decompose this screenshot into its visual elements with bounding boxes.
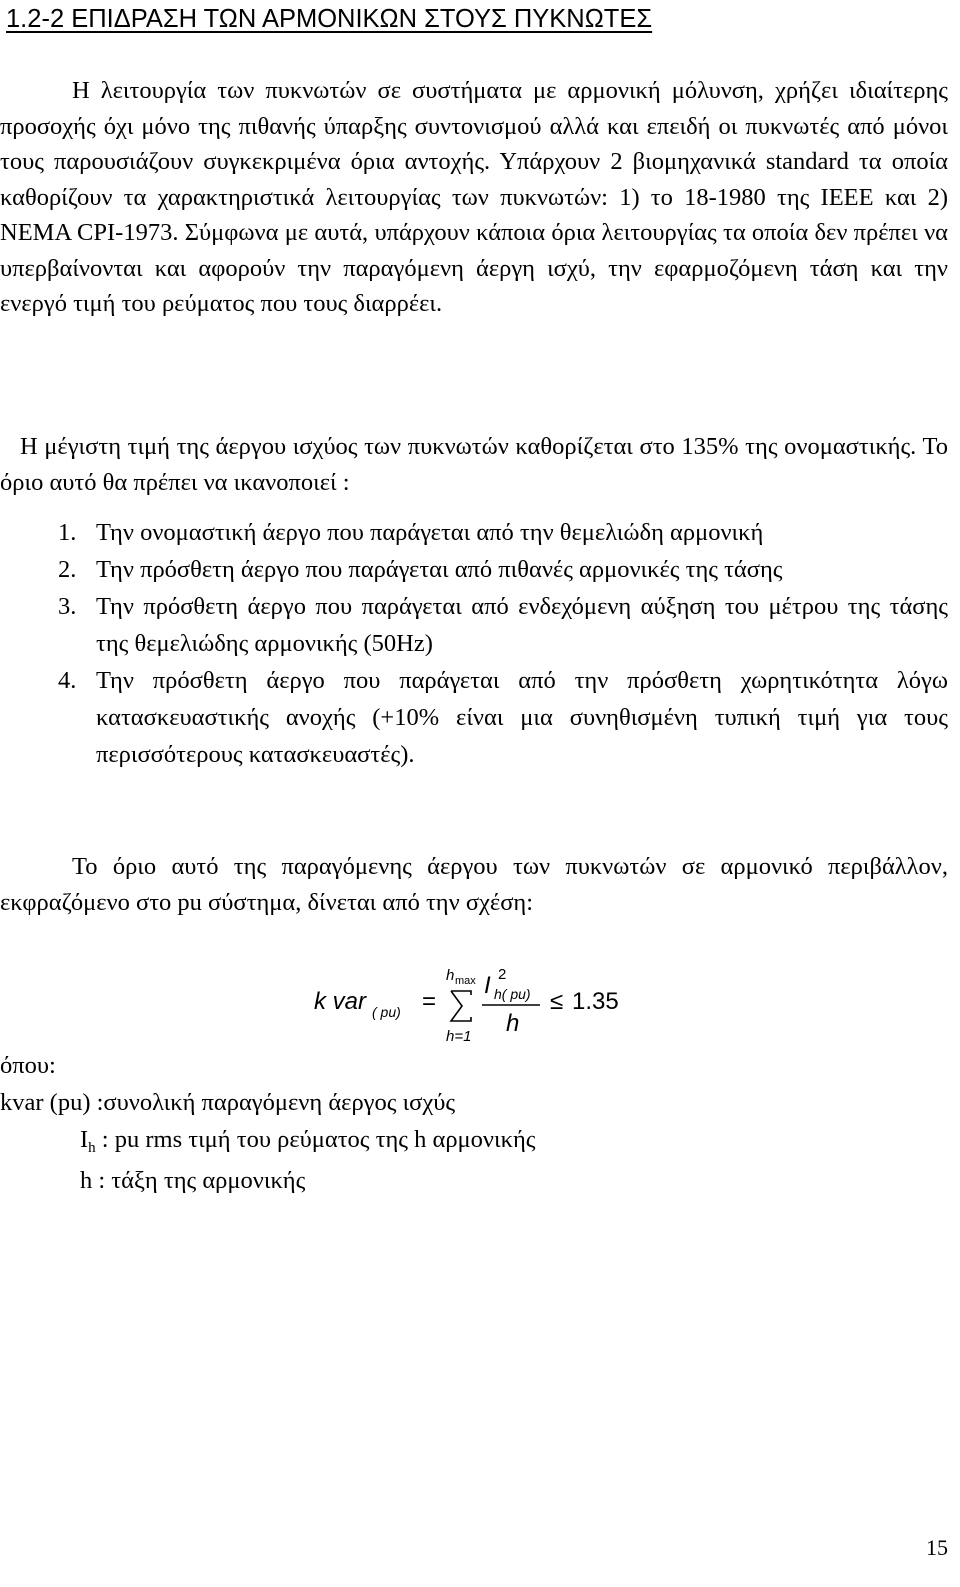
page-number: 15 bbox=[926, 1535, 948, 1560]
definition-symbol: I bbox=[80, 1126, 89, 1153]
formula-numerator-subscript: h( pu) bbox=[494, 986, 531, 1002]
section-heading: 1.2-2 ΕΠΙΔΡΑΣΗ ΤΩΝ ΑΡΜΟΝΙΚΩΝ ΣΤΟΥΣ ΠΥΚΝΩΤΕΣ bbox=[6, 5, 653, 33]
formula-relation-sign: ≤ bbox=[550, 988, 564, 1015]
formula-sigma-upper-subscript: max bbox=[455, 975, 476, 987]
formula-sigma-upper: h bbox=[446, 967, 455, 984]
definition-row bbox=[0, 1084, 948, 1121]
kvar-limit-formula bbox=[310, 965, 650, 1045]
list-item-number: 1. bbox=[58, 519, 77, 546]
conditions-list bbox=[0, 514, 948, 773]
definition-symbol-subscript: h bbox=[88, 1140, 96, 1156]
formula-sigma-lower: h=1 bbox=[446, 1028, 472, 1045]
definition-row bbox=[0, 1162, 948, 1199]
list-item-text: Την πρόσθετη άεργο που παράγεται από την πρόσθετη χωρητικότητα λόγω κατασκευαστικής ανοχής (+10% είναι μια συνηθισμένη τυπική τιμή για τους περισσότερους κατασκευαστές). bbox=[96, 667, 948, 768]
formula-limit-value: 1.35 bbox=[572, 988, 619, 1015]
list-item-text: Την πρόσθετη άεργο που παράγεται από ενδεχόμενη αύξηση του μέτρου της τάσης της θεμελιώδης αρμονικής (50Hz) bbox=[96, 593, 948, 657]
formula-numerator: I bbox=[484, 972, 491, 999]
definition-row bbox=[0, 1121, 948, 1162]
list-item bbox=[0, 514, 948, 551]
paragraph-limit-relation: Το όριο αυτό της παραγόμενης άεργου των πυκνωτών σε αρμονικό περιβάλλον, εκφραζόμενο στο pu σύστημα, δίνεται από την σχέση: bbox=[0, 853, 948, 916]
formula-equals-sign: = bbox=[422, 988, 437, 1015]
definition-symbol: h bbox=[80, 1167, 93, 1194]
list-item-text: Την πρόσθετη άεργο που παράγεται από πιθανές αρμονικές της τάσης bbox=[96, 556, 783, 583]
definition-text: :συνολική παραγόμενη άεργος ισχύς bbox=[90, 1089, 456, 1116]
where-label: όπου: bbox=[0, 1052, 56, 1079]
definition-text: : pu rms τιμή του ρεύματος της h αρμονικής bbox=[95, 1126, 536, 1153]
paragraph-max-reactive-power: Η μέγιστη τιμή της άεργου ισχύος των πυκνωτών καθορίζεται στο 135% της ονομαστικής. Το όριο αυτό θα πρέπει να ικανοποιεί : bbox=[0, 433, 948, 496]
list-item-text: Την ονομαστική άεργο που παράγεται από την θεμελιώδη αρμονική bbox=[96, 519, 764, 546]
formula-lhs: k var bbox=[314, 988, 367, 1015]
formula-lhs-subscript: ( pu) bbox=[372, 1004, 401, 1020]
list-item-number: 4. bbox=[58, 667, 77, 694]
formula-denominator: h bbox=[506, 1010, 520, 1037]
formula-numerator-superscript: 2 bbox=[498, 966, 507, 983]
list-item-number: 2. bbox=[58, 556, 77, 583]
paragraph-capacitor-operation: Η λειτουργία των πυκνωτών σε συστήματα με αρμονική μόλυνση, χρήζει ιδιαίτερης προσοχής όχι μόνο της πιθανής ύπαρξης συντονισμού αλλά και επειδή οι πυκνωτές από μόνοι τους παρουσιάζουν συγκεκριμένα όρια αντοχής. Υπάρχουν 2 βιομηχανικά standard τα οποία καθορίζουν τα χαρακτηριστικά λειτουργίας των πυκνωτών: 1) το 18-1980 της IEEE και 2) NEMA CPI-1973. Σύμφωνα με αυτά, υπάρχουν κάποια όρια λειτουργίας τα οποία δεν πρέπει να υπερβαίνονται και αφορούν την παραγόμενη άεργη ισχύ, την εφαρμοζόμενη τάση και την ενεργό τιμή του ρεύματος που τους διαρρέει. bbox=[0, 77, 948, 317]
definition-symbol: kvar (pu) bbox=[0, 1089, 91, 1116]
list-item bbox=[0, 551, 948, 588]
definition-text: : τάξη της αρμονικής bbox=[92, 1167, 306, 1194]
list-item bbox=[0, 588, 948, 662]
list-item-number: 3. bbox=[58, 593, 77, 620]
summation-sign-icon bbox=[451, 991, 471, 1021]
list-item bbox=[0, 662, 948, 773]
symbol-definitions bbox=[0, 1047, 948, 1199]
